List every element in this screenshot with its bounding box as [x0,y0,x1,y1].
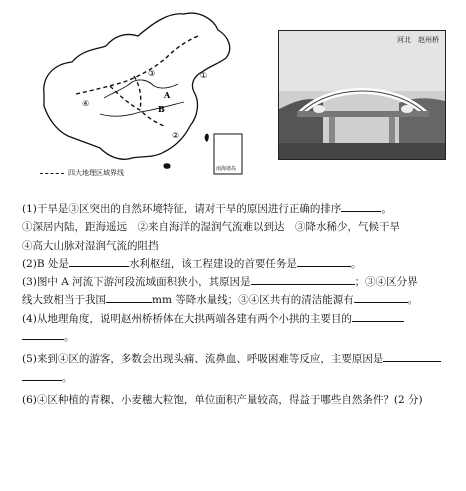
hainan-island [163,163,170,169]
q6-line [22,391,452,409]
china-outline [44,13,230,159]
q3-text-d: mm 等降水量线；③④区共有的清洁能源有 [152,294,354,307]
q5-line-1 [22,350,452,368]
q2-line [22,255,452,273]
region-marker-3: ③ [148,69,156,78]
q1-options-line-2 [22,237,452,255]
q4-text-b: 。 [64,331,75,344]
zhaozhou-bridge-photo [278,30,446,160]
point-label-a: A [164,90,171,100]
q2-text-c: 。 [350,257,362,270]
q1-option-text-1: ①深居内陆，距海遥远 ②来自海洋的湿润气流难以到达 ③降水稀少，气候干旱 [22,221,400,234]
q2-blank-2[interactable] [297,255,351,267]
q3-blank-1[interactable] [251,273,355,285]
q1-tail: 。 [381,203,392,215]
region-marker-4: ④ [82,99,90,108]
legend-dash-line [40,173,64,174]
q5-line-2 [22,369,452,387]
q4-line-1 [22,310,452,328]
map-legend [40,168,124,178]
q2-blank-1[interactable] [69,255,129,267]
region-marker-1: ① [200,71,208,80]
q3-line-1 [22,273,452,291]
q6-text: (6)④区种植的青稞、小麦穗大粒饱，单位面积产量较高，得益于哪些自然条件？(2 分) [22,393,423,406]
region-boundary-west [110,86,164,126]
q2-text-b: 水利枢纽，该工程建设的首要任务是 [128,257,297,270]
yangtze-river [100,102,184,116]
q3-text-e: 。 [407,294,419,307]
q3-blank-3[interactable] [354,291,408,303]
taiwan-island [205,134,209,142]
region-marker-2: ② [172,131,180,140]
q4-blank-1[interactable] [352,310,404,322]
map-svg [14,6,246,192]
q3-text-a: (3)图中 A 河流下游河段流域面积狭小，其原因是 [22,276,251,289]
q1-option-text-2: ④高大山脉对湿润气流的阻挡 [22,239,159,252]
q1-text: (1)干旱是③区突出的自然环境特征，请对干旱的原因进行正确的排序 [22,203,342,215]
q4-line-2 [22,328,452,346]
china-region-map [14,6,246,192]
photo-caption: 河北 赵州桥 [397,36,439,44]
question-block [22,200,452,409]
q5-blank-1[interactable] [383,350,441,362]
q5-text-b: 。 [62,371,73,384]
bridge-illustration [279,31,445,159]
region-boundary-north [76,36,198,94]
point-label-b: B [158,104,165,114]
q3-text-b: ；③④区分界 [354,276,418,289]
q3-text-c: 线大致相当于我国 [22,294,106,307]
q5-blank-2[interactable] [22,369,62,381]
q1-options-line-1 [22,218,452,236]
legend-label: 四大地理区域界线 [68,169,124,177]
q4-text-a: (4)从地理角度，说明赵州桥桥体在大拱两端各建有两个小拱的主要目的 [22,312,352,325]
q3-blank-2[interactable] [106,291,152,303]
q4-blank-2[interactable] [22,328,64,340]
q2-text-a: (2)B 处是 [22,257,69,270]
q1-blank[interactable] [341,200,381,212]
inset-label: 南海诸岛 [216,166,237,172]
q1-line [22,200,452,218]
q3-line-2 [22,291,452,309]
q5-text-a: (5)来到④区的游客，多数会出现头痛、流鼻血、呼吸困难等反应，主要原因是 [22,353,384,366]
